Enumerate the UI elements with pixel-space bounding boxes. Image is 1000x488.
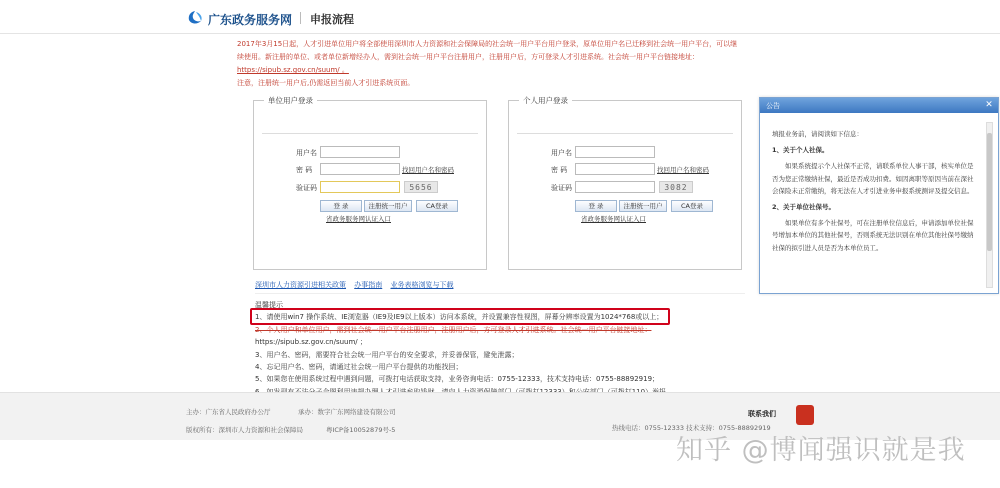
tip-item: 3、用户名、密码，需要符合社会统一用户平台的安全要求，并妥善保管，避免泄露； <box>255 350 519 359</box>
personal-gov-auth-link[interactable]: 省政务服务网认证入口 <box>581 215 646 223</box>
tip-item: https://sipub.sz.gov.cn/suum/ ； <box>255 338 367 347</box>
tip-item: 1、请使用win7 操作系统、IE浏览器（IE9及IE9以上版本）访问本系统，并设置兼容性视图，屏幕分辨率设置为1024*768或以上； <box>255 313 664 322</box>
unit-login-button[interactable]: 登 录 <box>320 200 362 212</box>
notice-line: 2017年3月15日起，人才引进单位用户将全部使用深圳市人力资源和社会保障局的社会统一用户平台用户登录，原单位用户名已迁移到社会统一用户平台，可以继 <box>237 40 738 48</box>
highlight-annotation <box>250 308 670 325</box>
suum-link[interactable]: https://sipub.sz.gov.cn/suum/ 。 <box>237 66 349 74</box>
dialog-heading: 2、关于单位社保号。 <box>772 203 836 212</box>
unit-login-title: 单位用户登录 <box>264 95 317 106</box>
unit-login-panel <box>253 96 487 270</box>
footer-icp[interactable]: 粤ICP备10052879号-5 <box>326 426 396 434</box>
username-label: 用户名 <box>551 149 572 157</box>
dialog-intro: 填报业务前，请阅读如下信息： <box>772 130 863 138</box>
notice-block <box>237 38 757 90</box>
dialog-scrollbar[interactable] <box>986 122 993 288</box>
personal-forgot-link[interactable]: 找回用户名和密码 <box>657 166 709 174</box>
page-title: 申报流程 <box>310 13 354 26</box>
unit-username-input[interactable] <box>320 146 400 158</box>
footer-undertake: 承办：数字广东网络建设有限公司 <box>298 408 396 416</box>
unit-captcha-input[interactable] <box>320 181 400 193</box>
unit-gov-auth-link[interactable]: 省政务服务网认证入口 <box>326 215 391 223</box>
unit-register-button[interactable]: 注册统一用户 <box>364 200 412 212</box>
password-label: 密 码 <box>551 166 568 174</box>
watermark: 知乎 @博闻强识就是我 <box>676 435 966 466</box>
policy-link[interactable]: 深圳市人力资源引进相关政策 <box>255 281 346 289</box>
unit-forgot-link[interactable]: 找回用户名和密码 <box>402 166 454 174</box>
contact-us-link[interactable]: 联系我们 <box>748 410 776 418</box>
footer-hotline: 热线电话：0755-12333 技术支持：0755-88892919 <box>612 424 771 432</box>
captcha-label: 验证码 <box>551 184 572 192</box>
tip-item: 2、个人用户和单位用户，需到社会统一用户平台注册用户，注册用户后，方可登录人才引进系统。社会统一用户平台链接地址： <box>255 325 652 334</box>
scrollbar-thumb[interactable] <box>987 133 992 251</box>
panel-divider <box>517 133 733 134</box>
dialog-header[interactable] <box>760 98 998 113</box>
announcement-dialog <box>759 97 999 294</box>
personal-ca-login-button[interactable]: CA登录 <box>671 200 713 212</box>
personal-captcha-input[interactable] <box>575 181 655 193</box>
dialog-heading: 1、关于个人社保。 <box>772 146 829 155</box>
personal-login-panel <box>508 96 742 270</box>
gov-badge-icon <box>796 405 814 425</box>
dialog-paragraph: 如果单位有多个社保号，可在注册单位信息后，申请添加单位社保号增加本单位的其他社保号，否则系统无法识别在单位其他社保号缴纳社保的拟引进人员是否为本单位员工。 <box>772 219 974 252</box>
password-label: 密 码 <box>296 166 313 174</box>
gov-logo-icon <box>186 10 204 26</box>
top-bar <box>0 0 1000 34</box>
dialog-title: 公告 <box>766 102 780 110</box>
forms-link[interactable]: 业务表格浏览与下载 <box>390 281 454 289</box>
personal-username-input[interactable] <box>575 146 655 158</box>
unit-ca-login-button[interactable]: CA登录 <box>416 200 458 212</box>
panel-divider <box>262 133 478 134</box>
personal-password-input[interactable] <box>575 163 655 175</box>
section-divider <box>255 293 745 294</box>
personal-captcha-image[interactable]: 3082 <box>659 181 693 193</box>
tip-item: 5、如果您在使用系统过程中遇到问题，可拨打电话获取支持，业务咨询电话：0755-12333，技术支持电话：0755-88892919； <box>255 375 660 384</box>
personal-login-button[interactable]: 登 录 <box>575 200 617 212</box>
personal-register-button[interactable]: 注册统一用户 <box>619 200 667 212</box>
notice-line: 续使用。新注册的单位、或者单位新增经办人，需到社会统一用户平台注册用户，注册用户后，方可登录人才引进系统。社会统一用户平台链接地址： <box>237 53 699 61</box>
site-name[interactable]: 广东政务服务网 <box>208 13 293 27</box>
dialog-body <box>772 128 978 288</box>
username-label: 用户名 <box>296 149 317 157</box>
dialog-paragraph: 如果系统提示个人社保不正常，请联系单位人事干部，核实单位是否为您正常缴纳社保，最近是否成功扣费。如因离职等原因当前在深社会保险未正常缴纳，将无法在人才引进业务申报系统测评及提交信息。 <box>772 162 974 195</box>
notice-line: 注意，注册统一用户后,仍需返回当前人才引进系统页面。 <box>237 79 415 87</box>
close-icon[interactable]: ✕ <box>985 100 993 110</box>
header-divider <box>300 12 301 24</box>
tip-item: 4、忘记用户名、密码，请通过社会统一用户平台提供的功能找回； <box>255 363 463 372</box>
guide-link[interactable]: 办事指南 <box>354 281 383 289</box>
footer-copyright: 版权所有：深圳市人力资源和社会保障局 <box>186 426 303 434</box>
unit-password-input[interactable] <box>320 163 400 175</box>
tips-title: 温馨提示 <box>255 301 283 309</box>
footer-host: 主办：广东省人民政府办公厅 <box>186 408 271 416</box>
topic-links <box>255 280 459 290</box>
personal-login-title: 个人用户登录 <box>519 95 572 106</box>
unit-captcha-image[interactable]: 5656 <box>404 181 438 193</box>
captcha-label: 验证码 <box>296 184 317 192</box>
